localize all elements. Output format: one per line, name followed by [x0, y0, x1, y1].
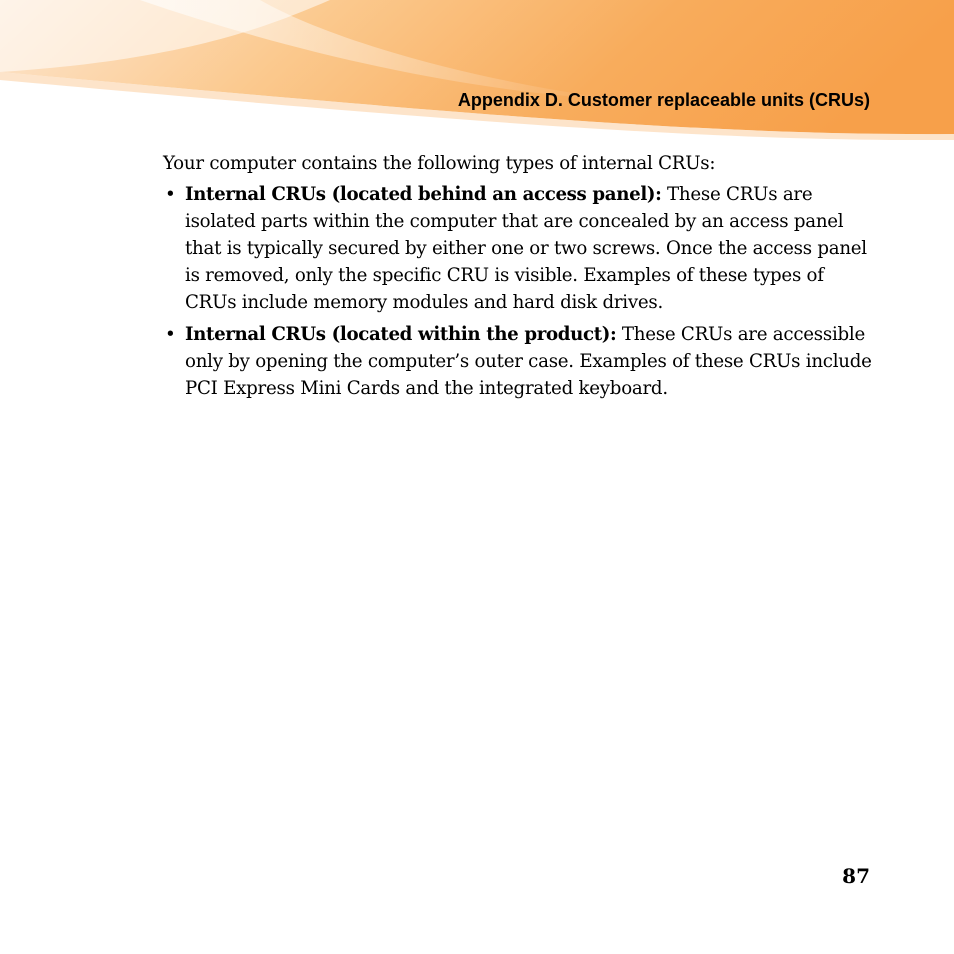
running-header-title: Appendix D. Customer replaceable units (CRUs)	[457, 90, 870, 110]
cru-types-list	[163, 181, 873, 402]
intro-paragraph: Your computer contains the following types of internal CRUs:	[163, 153, 716, 174]
bullet-icon: •	[165, 324, 176, 345]
list-item-heading: Internal CRUs (located behind an access panel):	[185, 184, 662, 205]
list-item-text: These CRUs are accessible only by opening the computer’s outer case. Examples of these CRUs include PCI Express Mini Cards and the integrated keyboard.	[185, 324, 872, 399]
bullet-icon: •	[165, 184, 176, 205]
list-item-text: These CRUs are isolated parts within the computer that are concealed by an access panel that is typically secured by either one or two screws. Once the access panel is removed, only the specific CRU is visible. Examples of these types of CRUs include memory modules and hard disk drives.	[185, 184, 867, 313]
body-content	[163, 150, 873, 407]
list-item-behind-access-panel	[163, 181, 873, 316]
page-number: 87	[842, 864, 870, 888]
header-decorative-band	[0, 0, 954, 140]
list-item-within-product	[163, 321, 873, 402]
list-item-heading: Internal CRUs (located within the product):	[185, 324, 617, 345]
